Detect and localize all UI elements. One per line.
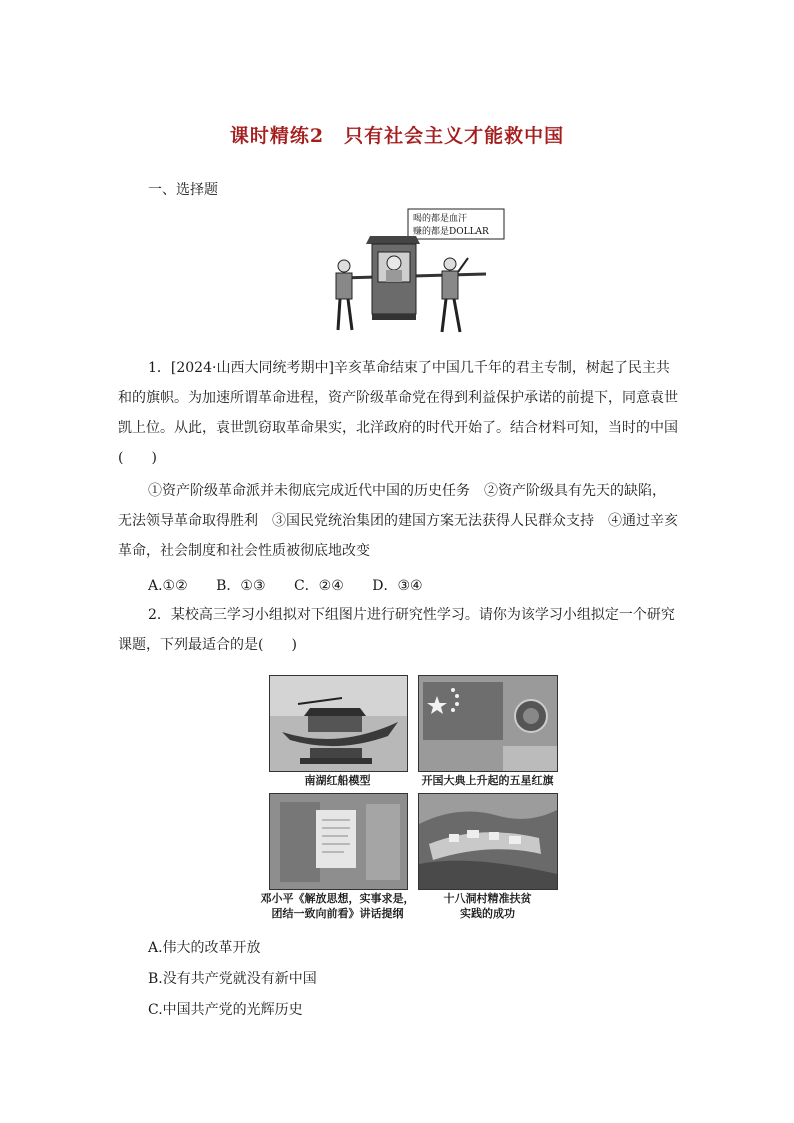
- deng-speech-outline-photo: [269, 793, 408, 890]
- section-heading: 一、选择题: [148, 182, 218, 198]
- question-2-option-c: C.中国共产党的光辉历史: [148, 1002, 303, 1018]
- question-2-option-b: B.没有共产党就没有新中国: [148, 971, 317, 987]
- page-title: 课时精练2 只有社会主义才能救中国: [229, 125, 565, 147]
- caption-letter: [254, 891, 421, 921]
- caption-village-line-2: 实践的成功: [460, 907, 515, 920]
- caption-village: [410, 891, 565, 921]
- speech-line-2: 赚的都是DOLLAR: [413, 227, 489, 237]
- question-1-statements: ①资产阶级革命派并未彻底完成近代中国的历史任务 ②资产阶级具有先天的缺陷，无法领导革命取得胜利 ③国民党统治集团的建国方案无法获得人民群众支持 ④通过辛亥革命，社会制度和社会性质被彻底地改变: [118, 483, 678, 559]
- caption-flag: 开国大典上升起的五星红旗: [421, 774, 554, 787]
- caption-letter-line-2: 团结一致向前看》讲话提纲: [271, 907, 404, 920]
- caption-boat: 南湖红船模型: [304, 774, 371, 787]
- shibadong-village-photo: [418, 793, 558, 890]
- sedan-chair-cartoon: [322, 206, 506, 338]
- caption-letter-line-1: 邓小平《解放思想，实事求是，: [260, 892, 415, 905]
- caption-village-line-1: 十八洞村精准扶贫: [443, 892, 532, 905]
- question-1-options: A.①② B．①③ C．②④ D．③④: [148, 578, 423, 594]
- speech-line-1: 喝的都是血汗: [413, 214, 468, 224]
- question-2-stem: 2．某校高三学习小组拟对下组图片进行研究性学习。请你为该学习小组拟定一个研究课题，下列最适合的是( ): [118, 607, 675, 653]
- red-boat-model-photo: [269, 675, 408, 772]
- five-star-flag-photo: [418, 675, 558, 772]
- question-2-option-a: A.伟大的改革开放: [148, 940, 261, 956]
- question-1-stem: 1．[2024·山西大同统考期中]辛亥革命结束了中国几千年的君主专制，树起了民主共和的旗帜。为加速所谓革命进程，资产阶级革命党在得到利益保护承诺的前提下，同意袁世凯上位。从此，袁世凯窃取革命果实，北洋政府的时代开始了。结合材料可知，当时的中国( ): [118, 360, 678, 466]
